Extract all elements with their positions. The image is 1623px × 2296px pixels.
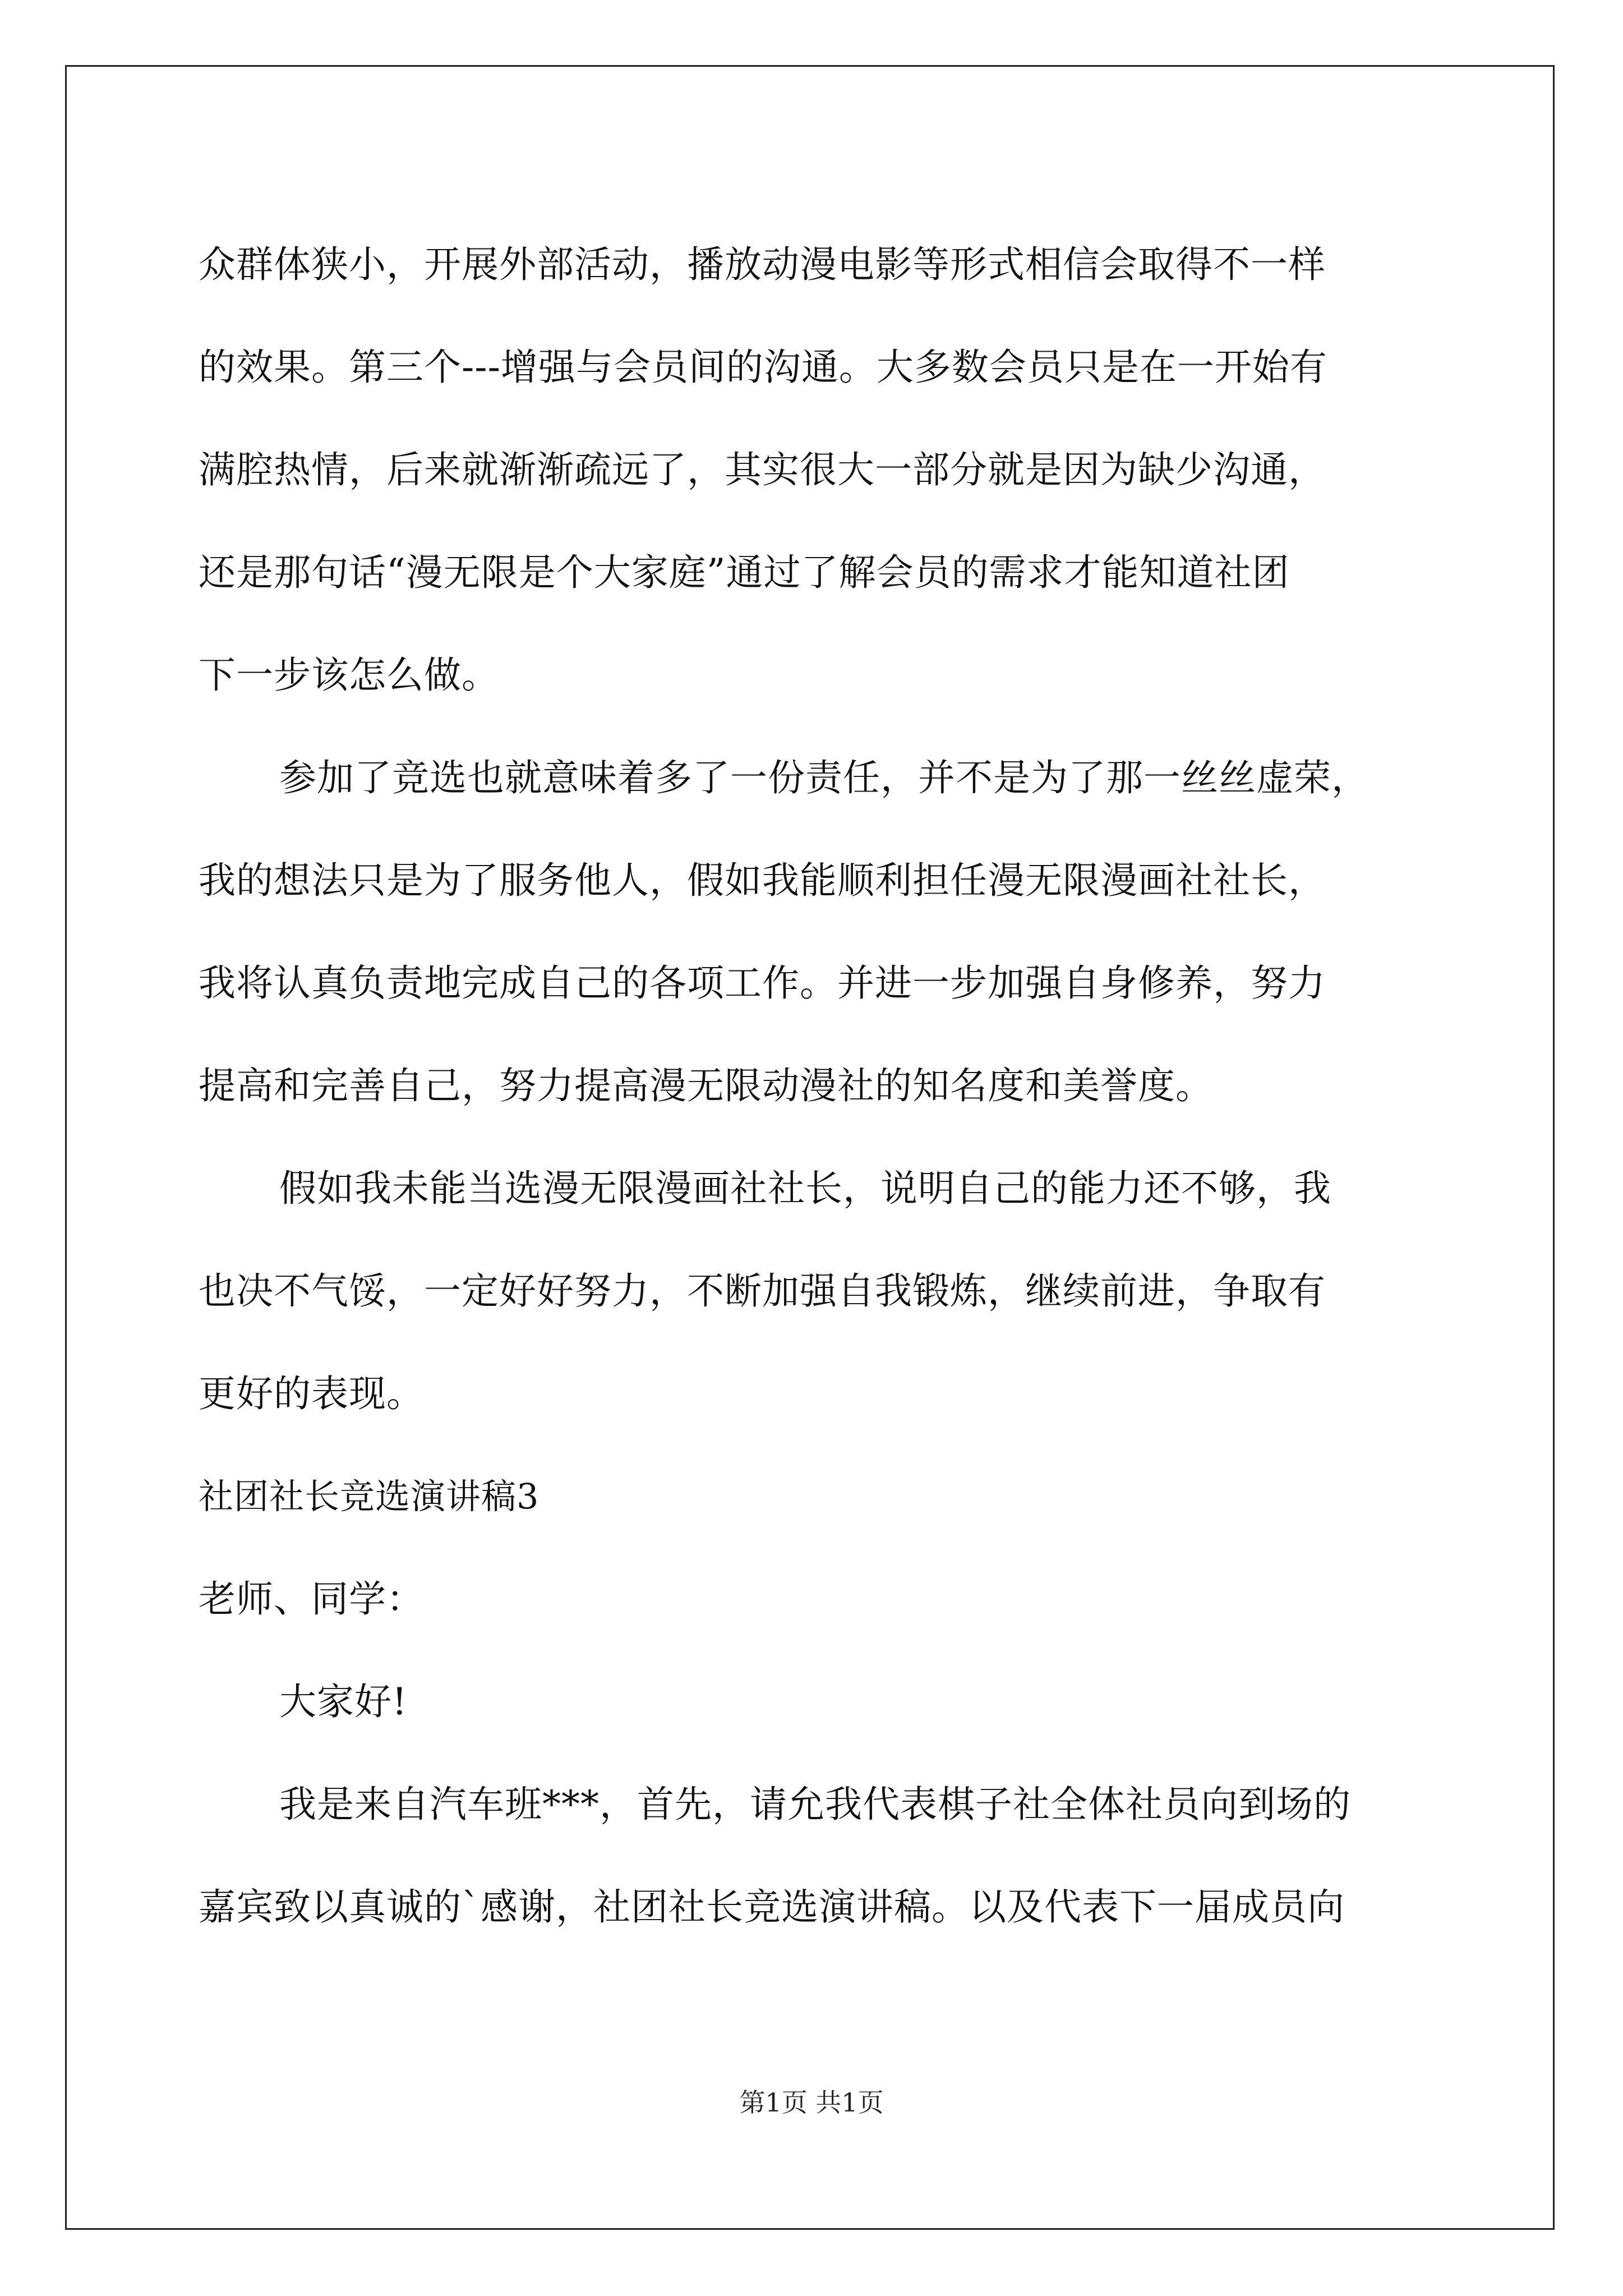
body-line: 还是那句话“漫无限是个大家庭”通过了解会员的需求才能知道社团 [199,551,1290,594]
body-line: 嘉宾致以真诚的`感谢，社团社长竞选演讲稿。以及代表下一届成员向 [199,1885,1345,1929]
section-heading: 社团社长竞选演讲稿3 [199,1476,540,1517]
body-line: 提高和完善自己，努力提高漫无限动漫社的知名度和美誉度。 [199,1064,1213,1107]
page-footer: 第1页 共1页 [739,2087,884,2118]
paragraph-start-line: 假如我未能当选漫无限漫画社社长，说明自己的能力还不够，我 [279,1167,1331,1210]
document-body [199,213,1432,1958]
body-line: 也决不气馁，一定好好努力，不断加强自我锻炼，继续前进，争取有 [199,1269,1326,1313]
salutation: 老师、同学： [199,1577,424,1621]
paragraph-start-line: 参加了竞选也就意味着多了一份责任，并不是为了那一丝丝虚荣， [279,756,1369,799]
body-line: 的效果。第三个---增强与会员间的沟通。大多数会员只是在一开始有 [199,346,1327,389]
body-line: 满腔热情，后来就渐渐疏远了，其实很大一部分就是因为缺少沟通， [199,448,1326,491]
body-line: 更好的表现。 [199,1372,424,1415]
paragraph-start-line: 我是来自汽车班***，首先，请允我代表棋子社全体社员向到场的 [279,1783,1351,1826]
body-line: 我将认真负责地完成自己的各项工作。并进一步加强自身修养，努力 [199,961,1326,1005]
body-line: 下一步该怎么做。 [199,654,499,697]
body-line: 我的想法只是为了服务他人，假如我能顺利担任漫无限漫画社社长， [199,859,1326,902]
greeting: 大家好! [279,1680,408,1723]
body-line: 众群体狭小，开展外部活动，播放动漫电影等形式相信会取得不一样 [199,243,1326,286]
